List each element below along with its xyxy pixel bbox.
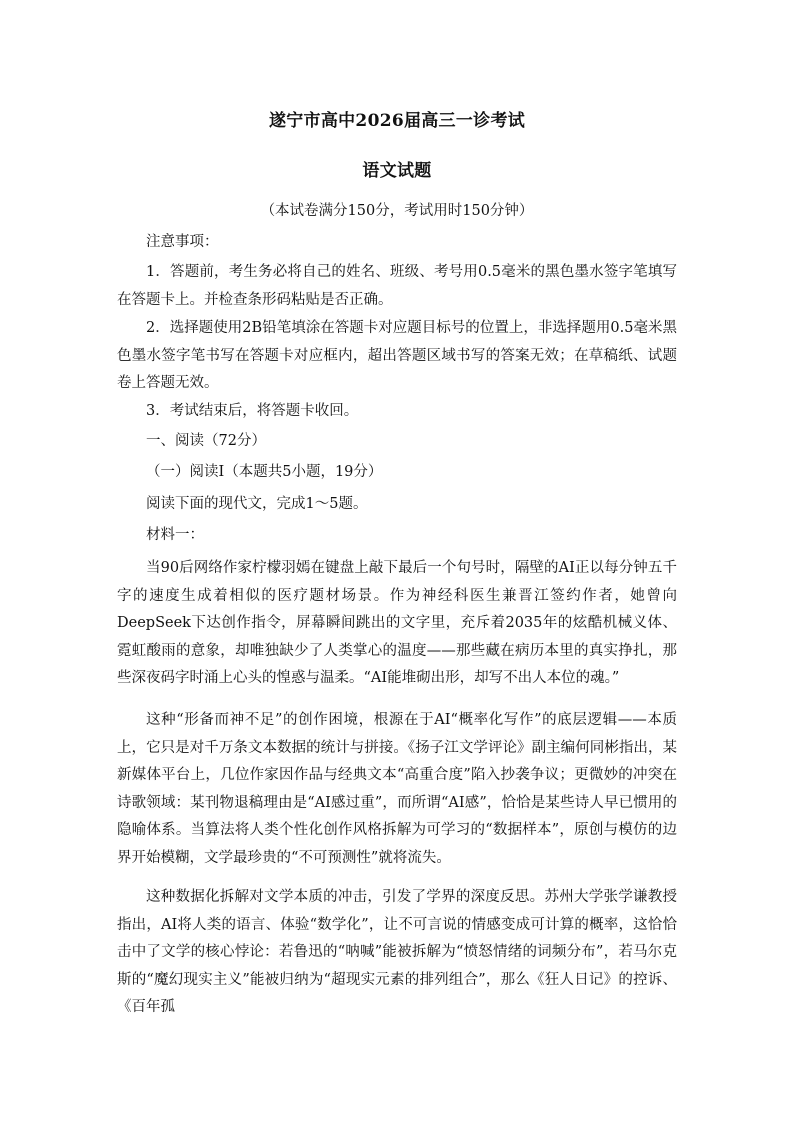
exam-info: （本试卷满分150分，考试用时150分钟） [260, 203, 534, 219]
section-part-one-sub: （一）阅读Ⅰ（本题共5小题，19分） [146, 464, 383, 480]
material-label: 材料一： [146, 527, 204, 543]
exam-title: 遂宁市高中2026届高三一诊考试 [268, 111, 526, 131]
section-instruction: 阅读下面的现代文，完成1～5题。 [146, 496, 368, 512]
article-paragraph-1: 当90后网络作家柠檬羽嫣在键盘上敲下最后一个句号时，隔壁的AI正以每分钟五千字的速度生成着相似的医疗题材场景。作为神经科医生兼晋江签约作者，她曾向DeepSeek下达创作指令，屏幕瞬间跳出的文字里，充斥着2035年的炫酷机械义体、霓虹酸雨的意象，却唯独缺少了人类掌心的温度——那些藏在病历本里的真实挣扎，那些深夜码字时涌上心头的惶惑与温柔。“AI能堆砌出形，却写不出人本位的魂。” [117, 560, 677, 687]
article-paragraph-3: 这种数据化拆解对文学本质的冲击，引发了学界的深度反思。苏州大学张学谦教授指出，AI将人类的语言、体验“数学化”，让不可言说的情感变成可计算的概率，这恰恰击中了文学的核心悖论：若鲁迅的“呐喊”能被拆解为“愤怒情绪的词频分布”，若马尔克斯的“魔幻现实主义”能被归纳为“超现实元素的排列组合”，那么《狂人日记》的控诉、《百年孤 [117, 889, 677, 1016]
article-paragraph-2: 这种“形备而神不足”的创作困境，根源在于AI“概率化写作”的底层逻辑——本质上，它只是对千万条文本数据的统计与拼接。《扬子江文学评论》副主编何同彬指出，某新媒体平台上，几位作家因作品与经典文本“高重合度”陷入抄袭争议；更微妙的冲突在诗歌领域：某刊物退稿理由是“AI感过重”，而所谓“AI感”，恰恰是某些诗人早已惯用的隐喻体系。当算法将人类个性化创作风格拆解为可学习的“数据样本”，原创与模仿的边界开始模糊，文学最珍贵的“不可预测性”就将流失。 [117, 712, 677, 866]
section-part-one: 一、阅读（72分） [146, 433, 266, 449]
notes-heading: 注意事项： [146, 234, 219, 250]
note-item-3: 3．考试结束后，将答题卡收回。 [146, 403, 359, 419]
note-item-2: 2．选择题使用2B铅笔填涂在答题卡对应题目标号的位置上，非选择题用0.5毫米黑色墨水签字笔书写在答题卡对应框内，超出答题区域书写的答案无效；在草稿纸、试题卷上答题无效。 [117, 320, 677, 392]
exam-subtitle: 语文试题 [362, 161, 432, 181]
note-item-1: 1．答题前，考生务必将自己的姓名、班级、考号用0.5毫米的黑色墨水签字笔填写在答题卡上。并检查条形码粘贴是否正确。 [117, 264, 677, 308]
